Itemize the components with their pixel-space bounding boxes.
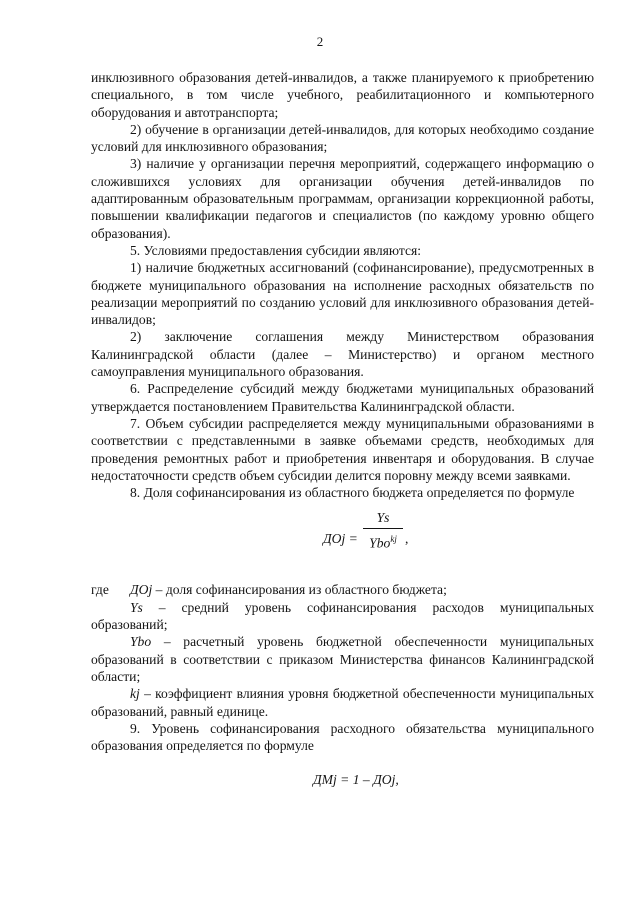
cofinancing-share-formula <box>91 501 594 581</box>
paragraph: 3) наличие у организации перечня мероприятий, содержащего информацию о сложившихся условиях для организации обучения детей-инвалидов по адаптированным образовательным программам, организации коррекционной работы, повышении квалификации педагогов и специалистов (по каждому уровню общего образования). <box>91 156 594 241</box>
paragraph: 2) заключение соглашения между Министерством образования Калининградской области (далее – Министерство) и органом местного самоуправления муниципального образования. <box>91 329 594 380</box>
where-label: где <box>91 582 109 598</box>
paragraph: инклюзивного образования детей-инвалидов, а также планируемого к приобретению специального, в том числе учебного, реабилитационного и компьютерного оборудования и автотранспорта; <box>91 70 594 120</box>
formula-lhs <box>323 530 358 547</box>
paragraph: 9. Уровень софинансирования расходного обязательства муниципального образования определяется по формуле <box>91 720 594 754</box>
definition-symbol: Ybo <box>130 634 152 650</box>
paragraph: 5. Условиями предоставления субсидии являются: <box>130 242 422 258</box>
definition-symbol: kj <box>130 686 140 702</box>
definition-text: – коэффициент влияния уровня бюджетной обеспеченности муниципальных образований, равный единице. <box>91 686 594 719</box>
paragraph: 1) наличие бюджетных ассигнований (софинансирование), предусмотренных в бюджете муниципального образования на исполнение расходных обязательств по реализации мероприятий по созданию условий для инклюзивного образования детей-инвалидов; <box>91 260 594 328</box>
formula-exponent: kj <box>390 533 397 544</box>
definition-row <box>91 581 594 598</box>
definition-text: – средний уровень софинансирования расходов муниципальных образований; <box>91 599 594 633</box>
page-number: 2 <box>316 34 324 49</box>
fraction-bar <box>363 528 403 529</box>
formula-numerator: Ys <box>376 510 390 526</box>
definition-row <box>91 633 594 685</box>
document-body <box>91 69 594 791</box>
formula-fraction <box>363 509 403 551</box>
definition-symbol: ДОj <box>130 582 153 598</box>
formula-denominator <box>363 531 403 552</box>
formula-text: ДМj = 1 – ДОj, <box>313 772 399 788</box>
formula-equals: = <box>345 531 358 547</box>
paragraph: 7. Объем субсидии распределяется между муниципальными образованиями в соответствии с представленными в заявке объемами средств, необходимых для проведения ремонтных работ и приобретения инвентаря и оборудования. В случае недостаточности средств объем субсидии делится поровну между всеми заявками. <box>91 415 594 483</box>
municipal-cofinancing-formula <box>91 771 594 791</box>
paragraph: 2) обучение в организации детей-инвалидов, для которых необходимо создание условий для инклюзивного образования; <box>91 121 594 155</box>
definition-row <box>91 599 594 634</box>
formula-comma: , <box>405 531 409 547</box>
definition-symbol: Ys <box>130 599 143 615</box>
formula-denominator-symbol: Ybo <box>369 535 391 551</box>
definition-text: – доля софинансирования из областного бюджета; <box>152 582 447 598</box>
paragraph: 8. Доля софинансирования из областного бюджета определяется по формуле <box>130 485 575 501</box>
formula-lhs-symbol: ДОj <box>323 531 346 547</box>
definition-text: – расчетный уровень бюджетной обеспеченности муниципальных образований в соответствии с приказом Министерства финансов Калининградской области; <box>91 634 594 684</box>
paragraph: 6. Распределение субсидий между бюджетами муниципальных образований утверждается постановлением Правительства Калининградской области. <box>91 381 594 414</box>
definition-row <box>91 685 594 720</box>
